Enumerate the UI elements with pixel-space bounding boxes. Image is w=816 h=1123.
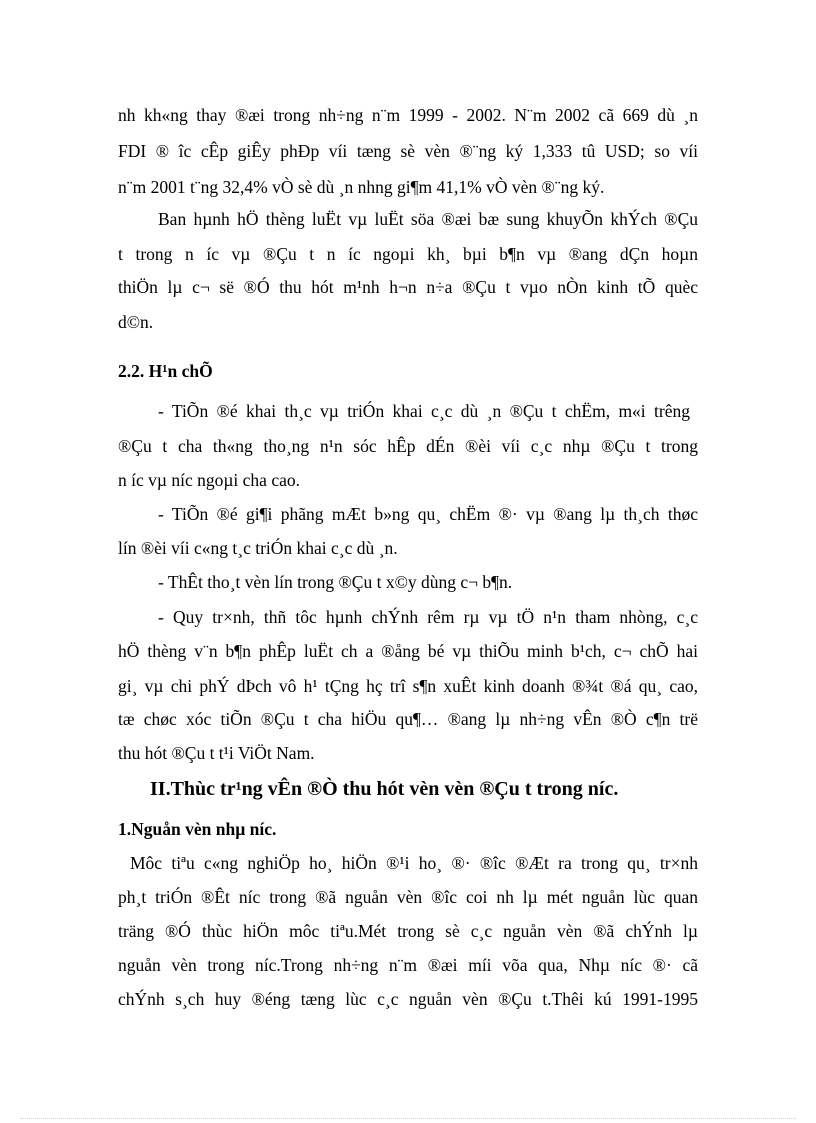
body-line-7: nguån vèn trong níc.Trong nh÷ng n¨m ®æi míi võa qua, Nhµ níc ®· cã <box>118 955 698 975</box>
subheading-1: 1.Nguån vèn nhµ níc. <box>118 819 277 839</box>
paragraph-line-3: thiÖn lµ c¬ së ®Ó thu hót m¹nh h¬n n÷a ®Çu t vµo nÒn kinh tÕ quèc <box>118 277 698 297</box>
bullet-4-line-3: gi¸ vµ chi phÝ dÞch vô h¹ tÇng hç trî s¶n xuÊt kinh doanh ®¾t ®á qu¸ cao, <box>118 676 698 696</box>
chapter-heading-ii: II.Thùc tr¹ng vÊn ®Ò thu hót vèn vèn ®Çu t trong níc. <box>150 778 619 800</box>
paragraph-line-2: t trong n íc vµ ®Çu t n íc ngoµi kh¸ bµi b¶n vµ ®ang dÇn hoµn <box>118 244 698 264</box>
section-heading-2-2: 2.2. H¹n chÕ <box>118 361 213 381</box>
bullet-4-line-2: hÖ thèng v¨n b¶n phÊp luËt ch a ®ång bé vµ thiÕu minh b¹ch, c¬ chÕ hai <box>118 641 698 661</box>
body-line-8: chÝnh s¸ch huy ®éng tæng lùc c¸c nguån vèn ®Çu t.Thêi kú 1991-1995 <box>118 989 698 1009</box>
bullet-1-line-2: ®Çu t cha th«ng tho¸ng n¹n sóc hÊp dÉn ®èi víi c¸c nhµ ®Çu t trong <box>118 436 698 456</box>
paragraph-line-4: d©n. <box>118 312 154 332</box>
bullet-4-line-1: - Quy tr×nh, thñ tôc hµnh chÝnh rêm rµ vµ tÖ n¹n tham nhòng, c¸c <box>158 607 698 627</box>
body-line-6: träng ®Ó thùc hiÖn môc tiªu.Mét trong sè c¸c nguån vèn ®ã chÝnh lµ <box>118 921 698 941</box>
body-line-1: nh kh«ng thay ®æi trong nh÷ng n¨m 1999 - 2002. N¨m 2002 cã 669 dù ¸n <box>118 105 698 125</box>
footer-divider <box>20 1118 796 1119</box>
bullet-1-line-1: - TiÕn ®é khai th¸c vµ triÓn khai c¸c dù ¸n ®Çu t chËm, m«i trêng <box>158 401 690 421</box>
bullet-4-line-4: tæ chøc xóc tiÕn ®Çu t cha hiÖu qu¶… ®ang lµ nh÷ng vÊn ®Ò c¶n trë <box>118 709 698 729</box>
bullet-3-line-1: - ThÊt tho¸t vèn lín trong ®Çu t x©y dùng c¬ b¶n. <box>158 572 513 592</box>
body-line-2: FDI ® îc cÊp giÊy phÐp víi tæng sè vèn ®¨ng ký 1,333 tû USD; so víi <box>118 141 698 161</box>
paragraph-line-1: Ban hµnh hÖ thèng luËt vµ luËt söa ®æi bæ sung khuyÕn khÝch ®Çu <box>158 209 698 229</box>
bullet-2-line-2: lín ®èi víi c«ng t¸c triÓn khai c¸c dù ¸n. <box>118 538 398 558</box>
bullet-2-line-1: - TiÕn ®é gi¶i phãng mÆt b»ng qu¸ chËm ®· vµ ®ang lµ th¸ch thøc <box>158 504 698 524</box>
body-line-3: n¨m 2001 t¨ng 32,4% vÒ sè dù ¸n nhng gi¶m 41,1% vÒ vèn ®¨ng ký. <box>118 177 605 197</box>
bullet-1-line-3: n íc vµ níc ngoµi cha cao. <box>118 470 300 490</box>
body-line-5: ph¸t triÓn ®Êt níc trong ®ã nguån vèn ®îc coi nh lµ mét nguån lùc quan <box>118 887 698 907</box>
body-line-4: Môc tiªu c«ng nghiÖp ho¸ hiÖn ®¹i ho¸ ®· ®îc ®Æt ra trong qu¸ tr×nh <box>130 853 698 873</box>
bullet-4-line-5: thu hót ®Çu t t¹i ViÖt Nam. <box>118 743 315 763</box>
